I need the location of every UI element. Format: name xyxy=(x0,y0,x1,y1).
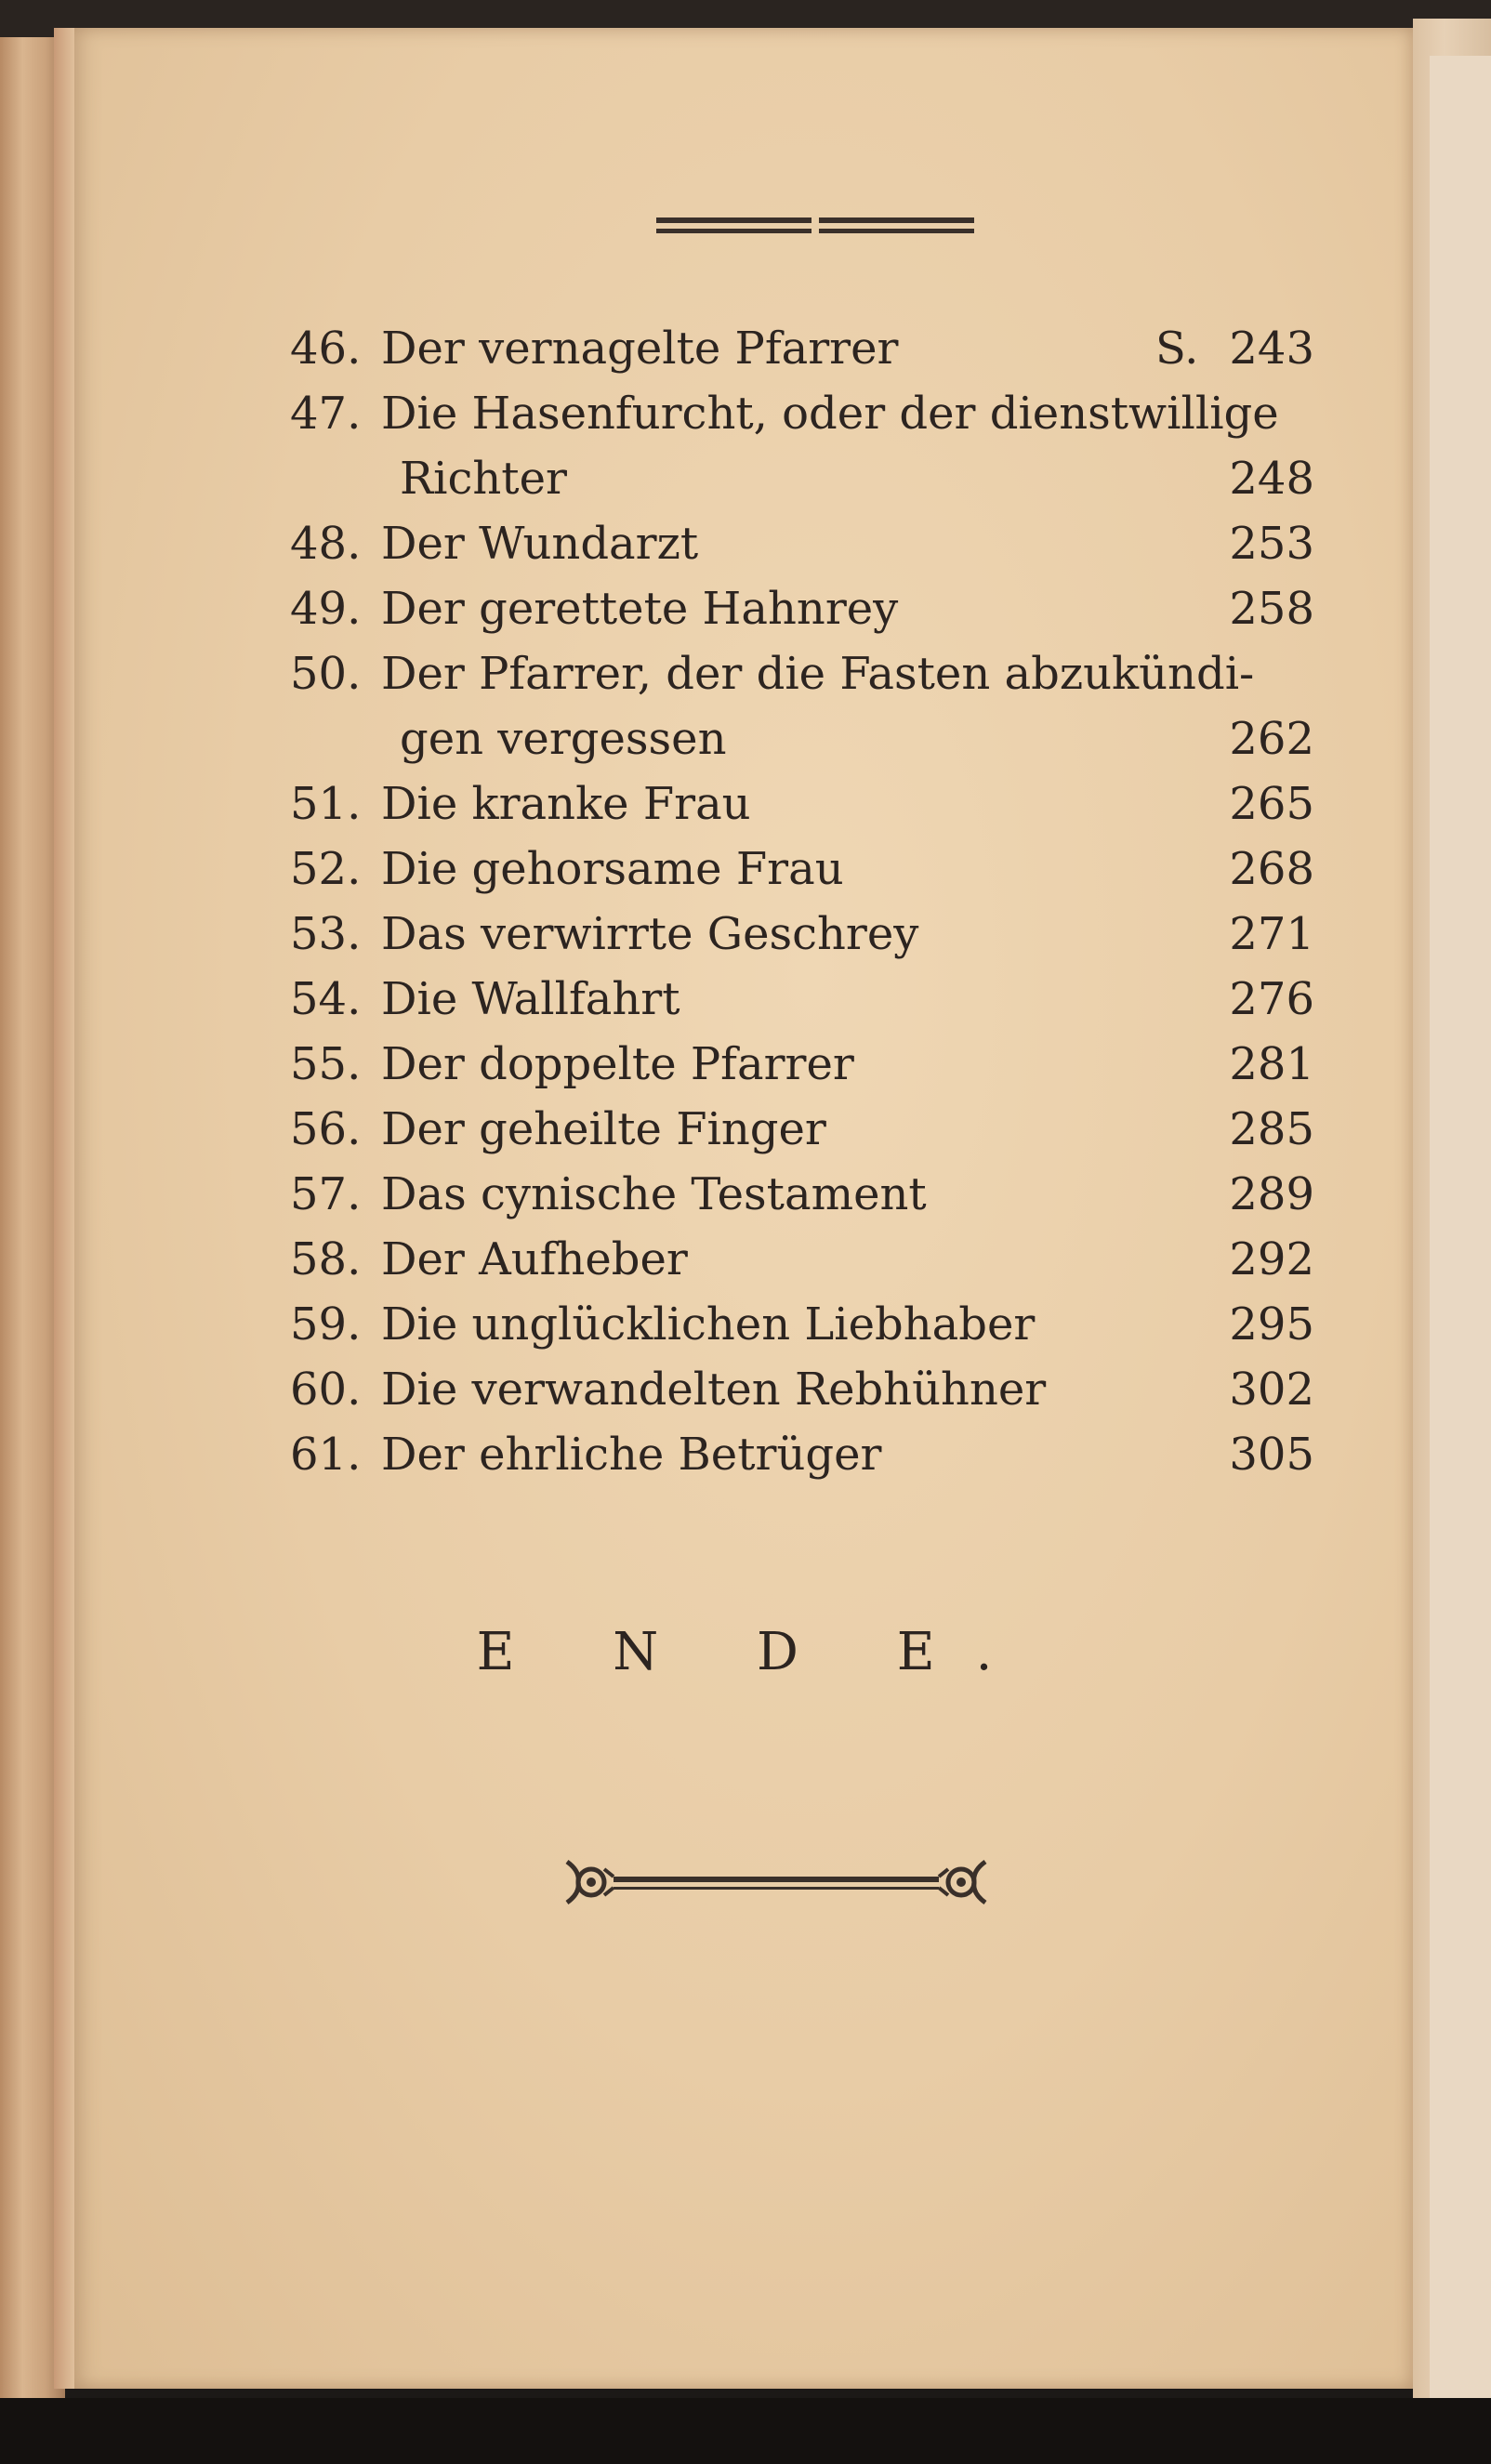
entry-title: Der doppelte Pfarrer xyxy=(381,1038,854,1090)
entry-page: 289 xyxy=(1229,1168,1314,1220)
toc-entry-50-cont xyxy=(0,706,1491,771)
entry-page: 281 xyxy=(1229,1038,1314,1090)
toc-entry-47 xyxy=(0,381,1491,446)
entry-title: Der Aufheber xyxy=(381,1233,688,1285)
toc-entry-57 xyxy=(0,1162,1491,1227)
toc-entry-53 xyxy=(0,902,1491,967)
entry-page: 253 xyxy=(1229,518,1314,570)
toc-entry-51 xyxy=(0,771,1491,837)
entry-page: 305 xyxy=(1229,1429,1314,1481)
toc-entry-49 xyxy=(0,576,1491,641)
entry-number: 50. xyxy=(290,648,362,700)
entry-page: 258 xyxy=(1229,583,1314,635)
entry-page: 243 xyxy=(1229,323,1314,375)
entry-title: Die Wallfahrt xyxy=(381,973,680,1025)
entry-page: 285 xyxy=(1229,1103,1314,1155)
entry-number: 54. xyxy=(290,973,362,1025)
toc-entry-54 xyxy=(0,967,1491,1032)
toc-entry-47-cont xyxy=(0,446,1491,511)
closing-ornament-icon xyxy=(558,1845,995,1919)
toc-entry-60 xyxy=(0,1357,1491,1422)
toc-entry-58 xyxy=(0,1227,1491,1292)
entry-title-continuation: Richter xyxy=(400,453,567,505)
entry-number: 53. xyxy=(290,908,362,960)
entry-page: 265 xyxy=(1229,778,1314,830)
entry-title: Die unglücklichen Liebhaber xyxy=(381,1298,1036,1351)
entry-page: 302 xyxy=(1229,1364,1314,1416)
entry-title: Die gehorsame Frau xyxy=(381,843,844,895)
page-abbrev: S. xyxy=(1155,323,1199,375)
entry-number: 61. xyxy=(290,1429,362,1481)
entry-page: 295 xyxy=(1229,1298,1314,1351)
entry-number: 57. xyxy=(290,1168,362,1220)
entry-page: 292 xyxy=(1229,1233,1314,1285)
entry-title: Die verwandelten Rebhühner xyxy=(381,1364,1047,1416)
toc-entry-55 xyxy=(0,1032,1491,1097)
entry-page: 248 xyxy=(1229,453,1314,505)
entry-title: Der gerettete Hahnrey xyxy=(381,583,899,635)
entry-number: 55. xyxy=(290,1038,362,1090)
entry-title: Das verwirrte Geschrey xyxy=(381,908,919,960)
entry-title-continuation: gen vergessen xyxy=(400,713,727,765)
header-rule-ornament xyxy=(656,216,974,242)
entry-number: 60. xyxy=(290,1364,362,1416)
entry-number: 47. xyxy=(290,388,362,440)
entry-title: Die Hasenfurcht, oder der dienstwillige xyxy=(381,388,1279,440)
entry-page: 268 xyxy=(1229,843,1314,895)
entry-number: 52. xyxy=(290,843,362,895)
entry-title: Der ehrliche Betrüger xyxy=(381,1429,882,1481)
toc-entry-46 xyxy=(0,316,1491,381)
entry-number: 48. xyxy=(290,518,362,570)
entry-number: 49. xyxy=(290,583,362,635)
toc-entry-56 xyxy=(0,1097,1491,1162)
toc-entry-61 xyxy=(0,1422,1491,1487)
ende-heading: E N D E. xyxy=(476,1622,1034,1682)
entry-number: 58. xyxy=(290,1233,362,1285)
entry-number: 51. xyxy=(290,778,362,830)
toc-entry-52 xyxy=(0,837,1491,902)
entry-title: Der Pfarrer, der die Fasten abzukündi- xyxy=(381,648,1255,700)
entry-title: Der geheilte Finger xyxy=(381,1103,826,1155)
entry-page: 262 xyxy=(1229,713,1314,765)
toc-entry-59 xyxy=(0,1292,1491,1357)
toc-entry-50 xyxy=(0,641,1491,706)
entry-number: 46. xyxy=(290,323,362,375)
entry-title: Das cynische Testament xyxy=(381,1168,927,1220)
entry-title: Die kranke Frau xyxy=(381,778,751,830)
entry-page: 271 xyxy=(1229,908,1314,960)
bottom-shadow xyxy=(0,2398,1491,2464)
entry-number: 59. xyxy=(290,1298,362,1351)
entry-title: Der Wundarzt xyxy=(381,518,699,570)
entry-page: 276 xyxy=(1229,973,1314,1025)
entry-number: 56. xyxy=(290,1103,362,1155)
toc-entry-48 xyxy=(0,511,1491,576)
entry-title: Der vernagelte Pfarrer xyxy=(381,323,899,375)
